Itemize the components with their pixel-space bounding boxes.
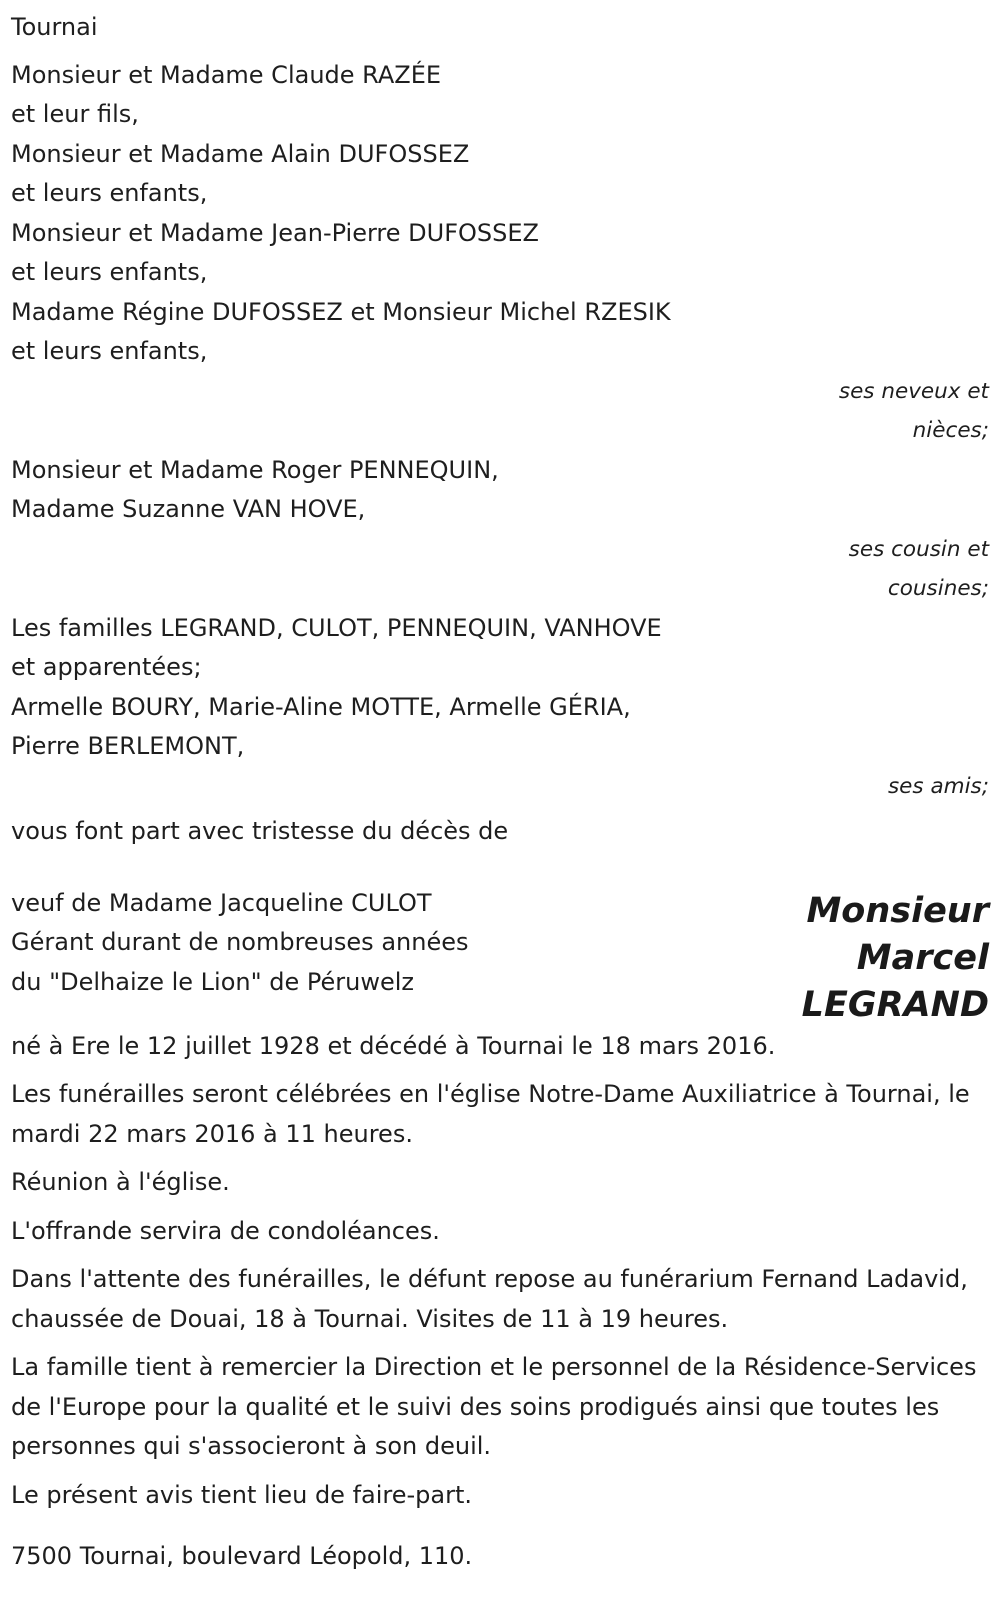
relation-line: cousines; — [887, 576, 989, 601]
deceased-details — [11, 884, 468, 1003]
families-line: Pierre BERLEMONT, — [11, 732, 245, 760]
announcement: vous font part avec tristesse du décès de — [11, 817, 509, 845]
deceased-detail-line: Gérant durant de nombreuses années — [11, 928, 469, 956]
deceased-name-line: Monsieur — [806, 890, 989, 931]
family-line: et leur fils, — [11, 100, 139, 128]
cousins-list — [11, 451, 989, 530]
notice-paragraph: Réunion à l'église. — [11, 1168, 230, 1196]
notice-paragraph: Les funérailles seront célébrées en l'église Notre-Dame Auxiliatrice à Tournai, le mardi 22 mars 2016 à 11 heures. — [11, 1080, 970, 1148]
families-line: Les familles LEGRAND, CULOT, PENNEQUIN, VANHOVE — [11, 613, 662, 642]
family-line: Madame Régine DUFOSSEZ et Monsieur Michel RZESIK — [11, 297, 671, 326]
address: 7500 Tournai, boulevard Léopold, 110. — [11, 1542, 473, 1570]
city-heading: Tournai — [11, 13, 98, 41]
family-list — [11, 56, 989, 372]
notice-paragraph: Le présent avis tient lieu de faire-part. — [11, 1480, 473, 1509]
relation-line: ses cousin et — [848, 536, 989, 562]
deceased-name-line: Marcel — [856, 937, 989, 978]
notice-paragraphs — [11, 1027, 989, 1516]
family-line: et leurs enfants, — [11, 258, 208, 286]
cousin-line: Monsieur et Madame Roger PENNEQUIN, — [11, 455, 499, 484]
families-line: Armelle BOURY, Marie-Aline MOTTE, Armelle GÉRIA, — [11, 692, 631, 721]
notice-paragraph: L'offrande servira de condoléances. — [11, 1216, 440, 1245]
friends-relation — [11, 767, 989, 807]
notice-paragraph: La famille tient à remercier la Direction et le personnel de la Résidence-Services de l'Europe pour la qualité et le suivi des soins prodigués ainsi que toutes les personnes qui s'associeront à son deuil. — [11, 1353, 977, 1460]
families-line: et apparentées; — [11, 653, 202, 681]
family-line: et leurs enfants, — [11, 337, 208, 365]
deceased-name-line: LEGRAND — [801, 984, 989, 1025]
deceased-name — [802, 888, 989, 1029]
family-line: Monsieur et Madame Alain DUFOSSEZ — [11, 139, 470, 168]
relation-line: ses amis; — [887, 773, 989, 799]
deceased-detail-line: du "Delhaize le Lion" de Péruwelz — [11, 967, 415, 996]
family-relation — [11, 372, 989, 451]
relation-line: ses neveux et — [838, 378, 989, 404]
families-list — [11, 609, 989, 767]
notice-paragraph: né à Ere le 12 juillet 1928 et décédé à Tournai le 18 mars 2016. — [11, 1031, 776, 1060]
cousins-relation — [11, 530, 989, 609]
deceased-section — [11, 884, 989, 1025]
cousin-line: Madame Suzanne VAN HOVE, — [11, 495, 366, 523]
notice-paragraph: Dans l'attente des funérailles, le défunt repose au funérarium Fernand Ladavid, chaussée de Douai, 18 à Tournai. Visites de 11 à 19 heures. — [11, 1265, 968, 1333]
relation-line: nièces; — [912, 418, 989, 443]
family-line: Monsieur et Madame Jean-Pierre DUFOSSEZ — [11, 218, 539, 247]
obituary-notice — [11, 8, 989, 1577]
deceased-detail-line: veuf de Madame Jacqueline CULOT — [11, 888, 432, 917]
family-line: Monsieur et Madame Claude RAZÉE — [11, 60, 442, 89]
family-line: et leurs enfants, — [11, 179, 208, 207]
